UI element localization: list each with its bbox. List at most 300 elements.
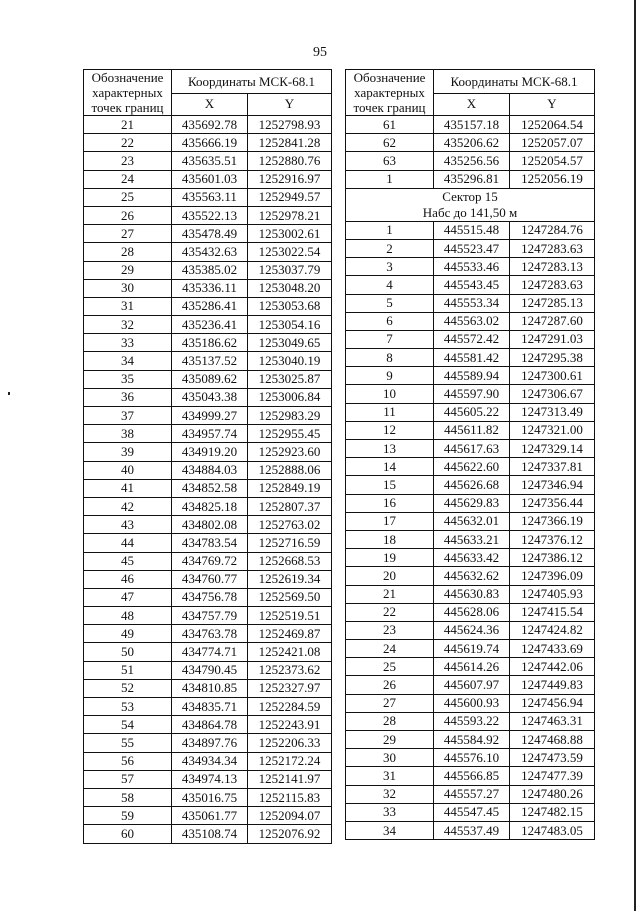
y-coordinate-cell: 1252841.28: [248, 134, 332, 152]
table-row: [84, 661, 332, 679]
x-coordinate-cell: 445629.83: [434, 494, 510, 512]
y-coordinate-cell: 1252284.59: [248, 698, 332, 716]
point-number-cell: 26: [84, 206, 172, 224]
y-coordinate-cell: 1253002.61: [248, 225, 332, 243]
x-coordinate-cell: 434760.77: [172, 570, 248, 588]
table-row: [84, 479, 332, 497]
y-coordinate-cell: 1252115.83: [248, 788, 332, 806]
y-coordinate-cell: 1247295.38: [510, 349, 595, 367]
point-number-cell: 58: [84, 788, 172, 806]
x-coordinate-cell: 445553.34: [434, 294, 510, 312]
x-coordinate-cell: 434835.71: [172, 698, 248, 716]
x-coordinate-cell: 435089.62: [172, 370, 248, 388]
point-number-cell: 14: [346, 458, 434, 476]
x-coordinate-cell: 445607.97: [434, 676, 510, 694]
point-number-cell: 9: [346, 367, 434, 385]
point-number-cell: 53: [84, 698, 172, 716]
x-coordinate-cell: 445633.42: [434, 549, 510, 567]
y-coordinate-cell: 1253054.16: [248, 316, 332, 334]
x-coordinate-cell: 445597.90: [434, 385, 510, 403]
table-row: [84, 352, 332, 370]
table-row: [346, 221, 595, 239]
y-coordinate-cell: 1247449.83: [510, 676, 595, 694]
table-row: [84, 279, 332, 297]
x-coordinate-cell: 435043.38: [172, 388, 248, 406]
table-row: [346, 476, 595, 494]
y-coordinate-cell: 1247456.94: [510, 694, 595, 712]
y-coordinate-cell: 1252076.92: [248, 825, 332, 843]
y-coordinate-cell: 1247482.15: [510, 803, 595, 821]
table-row: [346, 512, 595, 530]
x-coordinate-cell: 435186.62: [172, 334, 248, 352]
header-y: Y: [510, 93, 595, 115]
x-coordinate-cell: 445605.22: [434, 403, 510, 421]
y-coordinate-cell: 1252923.60: [248, 443, 332, 461]
point-number-cell: 40: [84, 461, 172, 479]
point-number-cell: 20: [346, 567, 434, 585]
y-coordinate-cell: 1252763.02: [248, 516, 332, 534]
y-coordinate-cell: 1252243.91: [248, 716, 332, 734]
y-coordinate-cell: 1247415.54: [510, 603, 595, 621]
point-number-cell: 27: [346, 694, 434, 712]
point-number-cell: 38: [84, 425, 172, 443]
point-number-cell: 4: [346, 276, 434, 294]
table-row: [84, 261, 332, 279]
table-row: [346, 803, 595, 821]
point-number-cell: 59: [84, 807, 172, 825]
x-coordinate-cell: 434919.20: [172, 443, 248, 461]
y-coordinate-cell: 1252798.93: [248, 116, 332, 134]
x-coordinate-cell: 445624.36: [434, 621, 510, 639]
point-number-cell: 52: [84, 679, 172, 697]
y-coordinate-cell: 1247405.93: [510, 585, 595, 603]
y-coordinate-cell: 1252421.08: [248, 643, 332, 661]
x-coordinate-cell: 434999.27: [172, 407, 248, 425]
y-coordinate-cell: 1252880.76: [248, 152, 332, 170]
y-coordinate-cell: 1247473.59: [510, 749, 595, 767]
point-number-cell: 5: [346, 294, 434, 312]
point-number-cell: 29: [346, 731, 434, 749]
point-number-cell: 45: [84, 552, 172, 570]
y-coordinate-cell: 1247329.14: [510, 440, 595, 458]
y-coordinate-cell: 1252327.97: [248, 679, 332, 697]
table-row: [84, 588, 332, 606]
x-coordinate-cell: 435563.11: [172, 188, 248, 206]
header-coordinates: Координаты МСК-68.1: [434, 70, 595, 94]
point-number-cell: 8: [346, 349, 434, 367]
x-coordinate-cell: 435601.03: [172, 170, 248, 188]
point-number-cell: 16: [346, 494, 434, 512]
table-row: [346, 676, 595, 694]
y-coordinate-cell: 1253053.68: [248, 297, 332, 315]
table-row: [84, 243, 332, 261]
y-coordinate-cell: 1252141.97: [248, 770, 332, 788]
x-coordinate-cell: 445523.47: [434, 239, 510, 257]
point-number-cell: 2: [346, 239, 434, 257]
point-number-cell: 11: [346, 403, 434, 421]
point-number-cell: 18: [346, 530, 434, 548]
y-coordinate-cell: 1247337.81: [510, 458, 595, 476]
x-coordinate-cell: 434756.78: [172, 588, 248, 606]
x-coordinate-cell: 445632.62: [434, 567, 510, 585]
y-coordinate-cell: 1252955.45: [248, 425, 332, 443]
x-coordinate-cell: 434790.45: [172, 661, 248, 679]
point-number-cell: 33: [84, 334, 172, 352]
point-number-cell: 22: [346, 603, 434, 621]
x-coordinate-cell: 435061.77: [172, 807, 248, 825]
table-row: [346, 494, 595, 512]
table-row: [346, 440, 595, 458]
x-coordinate-cell: 445584.92: [434, 731, 510, 749]
table-row: [84, 534, 332, 552]
x-coordinate-cell: 435137.52: [172, 352, 248, 370]
y-coordinate-cell: 1253006.84: [248, 388, 332, 406]
table-row: [84, 570, 332, 588]
point-number-cell: 55: [84, 734, 172, 752]
point-number-cell: 46: [84, 570, 172, 588]
y-coordinate-cell: 1253025.87: [248, 370, 332, 388]
y-coordinate-cell: 1247477.39: [510, 767, 595, 785]
point-number-cell: 22: [84, 134, 172, 152]
y-coordinate-cell: 1252057.07: [510, 134, 595, 152]
x-coordinate-cell: 435108.74: [172, 825, 248, 843]
y-coordinate-cell: 1247480.26: [510, 785, 595, 803]
table-row: [346, 312, 595, 330]
point-number-cell: 43: [84, 516, 172, 534]
coordinates-table-left: [83, 69, 332, 844]
table-row: [346, 258, 595, 276]
x-coordinate-cell: 435635.51: [172, 152, 248, 170]
y-coordinate-cell: 1252469.87: [248, 625, 332, 643]
x-coordinate-cell: 445617.63: [434, 440, 510, 458]
y-coordinate-cell: 1252916.97: [248, 170, 332, 188]
table-row: [84, 334, 332, 352]
x-coordinate-cell: 434769.72: [172, 552, 248, 570]
point-number-cell: 34: [346, 821, 434, 839]
y-coordinate-cell: 1247396.09: [510, 567, 595, 585]
table-row: [84, 625, 332, 643]
x-coordinate-cell: 445628.06: [434, 603, 510, 621]
point-number-cell: 47: [84, 588, 172, 606]
y-coordinate-cell: 1252064.54: [510, 116, 595, 134]
point-number-cell: 37: [84, 407, 172, 425]
point-number-cell: 12: [346, 421, 434, 439]
right-table-body-top: [346, 116, 595, 189]
y-coordinate-cell: 1252056.19: [510, 170, 595, 188]
scan-mark-left-dot: [8, 392, 10, 395]
x-coordinate-cell: 445576.10: [434, 749, 510, 767]
y-coordinate-cell: 1247376.12: [510, 530, 595, 548]
table-row: [346, 385, 595, 403]
y-coordinate-cell: 1247313.49: [510, 403, 595, 421]
x-coordinate-cell: 435336.11: [172, 279, 248, 297]
point-number-cell: 17: [346, 512, 434, 530]
table-row: [346, 170, 595, 188]
scan-mark-right-edge: [634, 0, 636, 911]
table-row: [84, 770, 332, 788]
y-coordinate-cell: 1252668.53: [248, 552, 332, 570]
table-row: [84, 170, 332, 188]
y-coordinate-cell: 1247283.63: [510, 276, 595, 294]
table-row: [84, 425, 332, 443]
point-number-cell: 28: [84, 243, 172, 261]
y-coordinate-cell: 1247433.69: [510, 640, 595, 658]
y-coordinate-cell: 1252373.62: [248, 661, 332, 679]
x-coordinate-cell: 434774.71: [172, 643, 248, 661]
table-row: [84, 316, 332, 334]
x-coordinate-cell: 445626.68: [434, 476, 510, 494]
table-row: [346, 749, 595, 767]
table-row: [346, 603, 595, 621]
table-row: [84, 407, 332, 425]
point-number-cell: 21: [346, 585, 434, 603]
point-number-cell: 7: [346, 330, 434, 348]
x-coordinate-cell: 445593.22: [434, 712, 510, 730]
y-coordinate-cell: 1247356.44: [510, 494, 595, 512]
table-row: [346, 549, 595, 567]
table-row: [346, 458, 595, 476]
table-row: [84, 116, 332, 134]
y-coordinate-cell: 1247442.06: [510, 658, 595, 676]
table-row: [84, 188, 332, 206]
x-coordinate-cell: 445619.74: [434, 640, 510, 658]
right-table-body-bottom: [346, 221, 595, 839]
y-coordinate-cell: 1247287.60: [510, 312, 595, 330]
x-coordinate-cell: 435236.41: [172, 316, 248, 334]
point-number-cell: 39: [84, 443, 172, 461]
y-coordinate-cell: 1247306.67: [510, 385, 595, 403]
table-row: [84, 825, 332, 843]
table-row: [84, 461, 332, 479]
table-row: [84, 643, 332, 661]
point-number-cell: 57: [84, 770, 172, 788]
point-number-cell: 1: [346, 170, 434, 188]
table-row: [346, 349, 595, 367]
x-coordinate-cell: 435016.75: [172, 788, 248, 806]
x-coordinate-cell: 435157.18: [434, 116, 510, 134]
x-coordinate-cell: 445533.46: [434, 258, 510, 276]
point-number-cell: 61: [346, 116, 434, 134]
x-coordinate-cell: 434852.58: [172, 479, 248, 497]
table-row: [84, 297, 332, 315]
point-number-cell: 36: [84, 388, 172, 406]
x-coordinate-cell: 434934.34: [172, 752, 248, 770]
table-row: [346, 294, 595, 312]
point-number-cell: 29: [84, 261, 172, 279]
y-coordinate-cell: 1253022.54: [248, 243, 332, 261]
table-row: [84, 788, 332, 806]
header-x: X: [434, 93, 510, 115]
x-coordinate-cell: 435296.81: [434, 170, 510, 188]
x-coordinate-cell: 445572.42: [434, 330, 510, 348]
table-row: [346, 276, 595, 294]
x-coordinate-cell: 435286.41: [172, 297, 248, 315]
point-number-cell: 30: [346, 749, 434, 767]
point-number-cell: 63: [346, 152, 434, 170]
table-row: [346, 821, 595, 839]
point-number-cell: 26: [346, 676, 434, 694]
x-coordinate-cell: 435478.49: [172, 225, 248, 243]
x-coordinate-cell: 445543.45: [434, 276, 510, 294]
table-row: [84, 497, 332, 515]
point-number-cell: 19: [346, 549, 434, 567]
table-row: [346, 640, 595, 658]
x-coordinate-cell: 445566.85: [434, 767, 510, 785]
point-number-cell: 25: [346, 658, 434, 676]
point-number-cell: 15: [346, 476, 434, 494]
table-row: [84, 698, 332, 716]
y-coordinate-cell: 1247285.13: [510, 294, 595, 312]
header-point-designation: Обозначение характерных точек границ: [84, 70, 172, 116]
x-coordinate-cell: 434884.03: [172, 461, 248, 479]
x-coordinate-cell: 445614.26: [434, 658, 510, 676]
y-coordinate-cell: 1252172.24: [248, 752, 332, 770]
table-row: [84, 388, 332, 406]
table-row: [84, 734, 332, 752]
table-row: [346, 152, 595, 170]
x-coordinate-cell: 434957.74: [172, 425, 248, 443]
x-coordinate-cell: 445600.93: [434, 694, 510, 712]
x-coordinate-cell: 445633.21: [434, 530, 510, 548]
table-row: [346, 694, 595, 712]
point-number-cell: 24: [346, 640, 434, 658]
table-row: [346, 116, 595, 134]
point-number-cell: 24: [84, 170, 172, 188]
table-row: [346, 767, 595, 785]
y-coordinate-cell: 1252716.59: [248, 534, 332, 552]
y-coordinate-cell: 1247283.13: [510, 258, 595, 276]
x-coordinate-cell: 445557.27: [434, 785, 510, 803]
y-coordinate-cell: 1252569.50: [248, 588, 332, 606]
header-coordinates: Координаты МСК-68.1: [172, 70, 332, 94]
point-number-cell: 13: [346, 440, 434, 458]
table-row: [346, 239, 595, 257]
x-coordinate-cell: 434783.54: [172, 534, 248, 552]
y-coordinate-cell: 1253049.65: [248, 334, 332, 352]
x-coordinate-cell: 435256.56: [434, 152, 510, 170]
x-coordinate-cell: 434825.18: [172, 497, 248, 515]
table-row: [84, 152, 332, 170]
point-number-cell: 32: [346, 785, 434, 803]
x-coordinate-cell: 434974.13: [172, 770, 248, 788]
x-coordinate-cell: 434763.78: [172, 625, 248, 643]
y-coordinate-cell: 1253048.20: [248, 279, 332, 297]
x-coordinate-cell: 445611.82: [434, 421, 510, 439]
y-coordinate-cell: 1247424.82: [510, 621, 595, 639]
x-coordinate-cell: 445630.83: [434, 585, 510, 603]
y-coordinate-cell: 1252849.19: [248, 479, 332, 497]
y-coordinate-cell: 1247321.00: [510, 421, 595, 439]
point-number-cell: 54: [84, 716, 172, 734]
table-row: [84, 807, 332, 825]
point-number-cell: 10: [346, 385, 434, 403]
table-row: [346, 530, 595, 548]
table-row: [84, 443, 332, 461]
y-coordinate-cell: 1247346.94: [510, 476, 595, 494]
table-row: [84, 552, 332, 570]
y-coordinate-cell: 1247284.76: [510, 221, 595, 239]
sector-header-block: [346, 188, 595, 221]
y-coordinate-cell: 1247300.61: [510, 367, 595, 385]
point-number-cell: 27: [84, 225, 172, 243]
table-row: [346, 330, 595, 348]
point-number-cell: 31: [346, 767, 434, 785]
y-coordinate-cell: 1252888.06: [248, 461, 332, 479]
left-table-body: [84, 116, 332, 844]
y-coordinate-cell: 1247483.05: [510, 821, 595, 839]
table-row: [346, 367, 595, 385]
x-coordinate-cell: 435432.63: [172, 243, 248, 261]
point-number-cell: 1: [346, 221, 434, 239]
table-row: [84, 752, 332, 770]
y-coordinate-cell: 1253040.19: [248, 352, 332, 370]
point-number-cell: 25: [84, 188, 172, 206]
point-number-cell: 6: [346, 312, 434, 330]
y-coordinate-cell: 1247386.12: [510, 549, 595, 567]
y-coordinate-cell: 1247468.88: [510, 731, 595, 749]
x-coordinate-cell: 445515.48: [434, 221, 510, 239]
x-coordinate-cell: 435666.19: [172, 134, 248, 152]
point-number-cell: 3: [346, 258, 434, 276]
y-coordinate-cell: 1253037.79: [248, 261, 332, 279]
y-coordinate-cell: 1252978.21: [248, 206, 332, 224]
table-row: [346, 785, 595, 803]
point-number-cell: 34: [84, 352, 172, 370]
y-coordinate-cell: 1247283.63: [510, 239, 595, 257]
point-number-cell: 31: [84, 297, 172, 315]
y-coordinate-cell: 1252054.57: [510, 152, 595, 170]
point-number-cell: 41: [84, 479, 172, 497]
x-coordinate-cell: 445563.02: [434, 312, 510, 330]
table-row: [84, 134, 332, 152]
x-coordinate-cell: 434757.79: [172, 607, 248, 625]
y-coordinate-cell: 1252983.29: [248, 407, 332, 425]
table-row: [346, 621, 595, 639]
sector-header: [346, 188, 595, 221]
y-coordinate-cell: 1252206.33: [248, 734, 332, 752]
point-number-cell: 30: [84, 279, 172, 297]
sector-subtitle: Набс до 141,50 м: [422, 204, 518, 220]
table-row: [346, 731, 595, 749]
point-number-cell: 32: [84, 316, 172, 334]
y-coordinate-cell: 1247366.19: [510, 512, 595, 530]
header-x: X: [172, 93, 248, 115]
x-coordinate-cell: 445547.45: [434, 803, 510, 821]
table-row: [84, 679, 332, 697]
page-number: 95: [313, 45, 327, 60]
x-coordinate-cell: 435206.62: [434, 134, 510, 152]
table-row: [84, 516, 332, 534]
table-row: [84, 370, 332, 388]
point-number-cell: 49: [84, 625, 172, 643]
x-coordinate-cell: 445581.42: [434, 349, 510, 367]
table-row: [346, 134, 595, 152]
point-number-cell: 42: [84, 497, 172, 515]
table-row: [84, 206, 332, 224]
table-row: [346, 567, 595, 585]
table-row: [84, 607, 332, 625]
y-coordinate-cell: 1247463.31: [510, 712, 595, 730]
y-coordinate-cell: 1247291.03: [510, 330, 595, 348]
x-coordinate-cell: 445622.60: [434, 458, 510, 476]
point-number-cell: 48: [84, 607, 172, 625]
table-row: [346, 421, 595, 439]
table-row: [346, 585, 595, 603]
table-row: [346, 712, 595, 730]
y-coordinate-cell: 1252519.51: [248, 607, 332, 625]
y-coordinate-cell: 1252807.37: [248, 497, 332, 515]
x-coordinate-cell: 434810.85: [172, 679, 248, 697]
